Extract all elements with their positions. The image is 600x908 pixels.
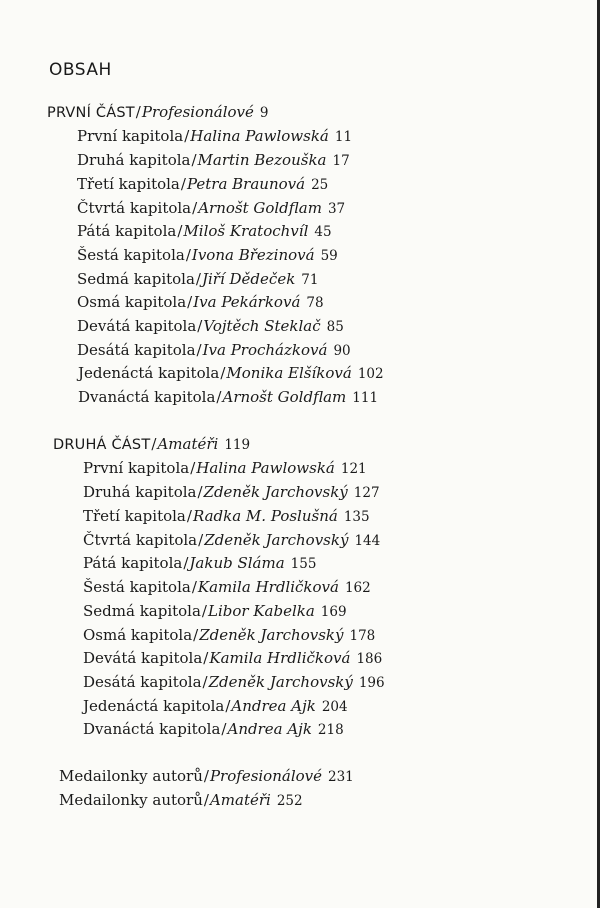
chapter-page: 186	[356, 651, 383, 667]
part-page: 119	[224, 437, 251, 453]
chapter-label: Osmá kapitola	[77, 293, 187, 311]
chapter-author: Zdeněk Jarchovský	[199, 626, 344, 644]
chapter-label: Druhá kapitola	[83, 483, 197, 501]
chapter-author: Arnošt Goldflam	[198, 199, 322, 217]
toc-entry: Třetí kapitola/Petra Braunová 25	[77, 175, 329, 193]
chapter-author: Libor Kabelka	[207, 602, 315, 620]
chapter-author: Jiří Dědeček	[201, 270, 296, 288]
chapter-page: 144	[354, 533, 381, 549]
toc-entry: Sedmá kapitola/Jiří Dědeček 71	[77, 270, 319, 288]
chapter-author: Vojtěch Steklač	[203, 317, 321, 335]
toc-entry: Devátá kapitola/Kamila Hrdličková 186	[83, 649, 383, 667]
chapter-label: Osmá kapitola	[83, 626, 193, 644]
chapter-label: Třetí kapitola	[83, 507, 186, 525]
chapter-author: Petra Braunová	[186, 175, 306, 193]
appendix-page: 252	[276, 793, 303, 809]
appendix-label: Medailonky autorů	[59, 767, 203, 785]
chapter-author: Iva Pekárková	[193, 293, 301, 311]
chapter-label: Dvanáctá kapitola	[78, 388, 216, 406]
chapter-author: Arnošt Goldflam	[222, 388, 347, 406]
toc-entry: Devátá kapitola/Vojtěch Steklač 85	[77, 317, 344, 335]
toc-entry: Osmá kapitola/Zdeněk Jarchovský 178	[83, 626, 376, 644]
chapter-label: První kapitola	[77, 127, 184, 145]
chapter-page: 196	[358, 675, 385, 691]
toc-entry: Druhá kapitola/Zdeněk Jarchovský 127	[83, 483, 380, 501]
chapter-page: 135	[343, 509, 370, 525]
chapter-page: 121	[340, 461, 367, 477]
toc-entry: Jedenáctá kapitola/Monika Elšíková 102	[78, 364, 384, 382]
toc-entry: Šestá kapitola/Ivona Březinová 59	[77, 246, 338, 264]
chapter-page: 204	[321, 699, 348, 715]
toc-entry: Třetí kapitola/Radka M. Poslušná 135	[83, 507, 370, 525]
chapter-author: Kamila Hrdličková	[197, 578, 339, 596]
chapter-author: Jakub Sláma	[189, 554, 285, 572]
chapter-label: Třetí kapitola	[77, 175, 180, 193]
chapter-author: Andrea Ajk	[231, 697, 316, 715]
chapter-author: Halina Pawlowská	[196, 459, 335, 477]
toc-entry: Osmá kapitola/Iva Pekárková 78	[77, 293, 324, 311]
chapter-author: Kamila Hrdličková	[209, 649, 351, 667]
chapter-label: Dvanáctá kapitola	[83, 720, 221, 738]
chapter-page: 37	[327, 201, 346, 217]
chapter-label: Čtvrtá kapitola	[77, 199, 192, 217]
chapter-label: Druhá kapitola	[77, 151, 191, 169]
chapter-page: 169	[320, 604, 347, 620]
chapter-page: 178	[349, 628, 376, 644]
chapter-label: Šestá kapitola	[77, 246, 185, 264]
toc-entry: Čtvrtá kapitola/Zdeněk Jarchovský 144	[83, 531, 381, 549]
toc-entry: Druhá kapitola/Martin Bezouška 17	[77, 151, 350, 169]
chapter-label: Šestá kapitola	[83, 578, 191, 596]
toc-entry: Sedmá kapitola/Libor Kabelka 169	[83, 602, 347, 620]
chapter-page: 71	[301, 272, 319, 288]
toc-entry: Desátá kapitola/Zdeněk Jarchovský 196	[83, 673, 385, 691]
chapter-page: 78	[306, 295, 324, 311]
chapter-author: Martin Bezouška	[197, 151, 327, 169]
part-subtitle: Profesionálové	[141, 103, 254, 121]
toc-entry: První kapitola/Halina Pawlowská 11	[77, 127, 353, 145]
chapter-author: Radka M. Poslušná	[192, 507, 338, 525]
toc-entry: Šestá kapitola/Kamila Hrdličková 162	[83, 578, 371, 596]
chapter-label: Jedenáctá kapitola	[83, 697, 225, 715]
part-title: PRVNÍ ČÁST	[47, 105, 135, 121]
chapter-page: 102	[357, 366, 384, 382]
toc-entry: Dvanáctá kapitola/Arnošt Goldflam 111	[78, 388, 379, 406]
chapter-label: Pátá kapitola	[77, 222, 177, 240]
appendix-page: 231	[328, 769, 354, 785]
chapter-page: 17	[332, 153, 350, 169]
chapter-label: Jedenáctá kapitola	[78, 364, 220, 382]
chapter-label: Čtvrtá kapitola	[83, 531, 198, 549]
chapter-page: 11	[334, 129, 353, 145]
toc-entry: Jedenáctá kapitola/Andrea Ajk 204	[83, 697, 348, 715]
chapter-author: Ivona Březinová	[191, 246, 315, 264]
chapter-label: První kapitola	[83, 459, 190, 477]
toc-heading: OBSAH	[49, 60, 112, 80]
chapter-page: 90	[333, 343, 351, 359]
part-title: DRUHÁ ČÁST	[53, 437, 151, 453]
chapter-author: Zdeněk Jarchovský	[208, 673, 353, 691]
toc-entry: První kapitola/Halina Pawlowská 121	[83, 459, 367, 477]
chapter-label: Desátá kapitola	[77, 341, 196, 359]
chapter-author: Zdeněk Jarchovský	[204, 531, 349, 549]
chapter-label: Devátá kapitola	[77, 317, 197, 335]
chapter-page: 162	[344, 580, 371, 596]
chapter-page: 85	[326, 319, 344, 335]
chapter-label: Desátá kapitola	[83, 673, 202, 691]
appendix-subtitle: Profesionálové	[209, 767, 322, 785]
part-two-heading: DRUHÁ ČÁST/Amatéři 119	[53, 435, 251, 453]
chapter-label: Pátá kapitola	[83, 554, 183, 572]
chapter-page: 218	[317, 722, 344, 738]
toc-appendix-entry: Medailonky autorů/Amatéři 252	[59, 791, 303, 809]
chapter-page: 155	[290, 556, 317, 572]
chapter-author: Zdeněk Jarchovský	[203, 483, 348, 501]
appendix-subtitle: Amatéři	[209, 791, 271, 809]
chapter-page: 127	[353, 485, 380, 501]
chapter-page: 45	[314, 224, 332, 240]
toc-entry: Pátá kapitola/Jakub Sláma 155	[83, 554, 317, 572]
part-page: 9	[259, 105, 269, 121]
part-one-heading: PRVNÍ ČÁST/Profesionálové 9	[47, 103, 269, 121]
toc-entry: Čtvrtá kapitola/Arnošt Goldflam 37	[77, 199, 346, 217]
chapter-author: Halina Pawlowská	[190, 127, 329, 145]
chapter-page: 59	[320, 248, 338, 264]
part-subtitle: Amatéři	[157, 435, 219, 453]
chapter-label: Sedmá kapitola	[77, 270, 195, 288]
toc-appendix-entry: Medailonky autorů/Profesionálové 231	[59, 767, 354, 785]
chapter-page: 111	[352, 390, 379, 406]
chapter-author: Iva Procházková	[202, 341, 328, 359]
toc-entry: Desátá kapitola/Iva Procházková 90	[77, 341, 351, 359]
chapter-label: Devátá kapitola	[83, 649, 203, 667]
chapter-page: 25	[311, 177, 329, 193]
chapter-label: Sedmá kapitola	[83, 602, 201, 620]
chapter-author: Monika Elšíková	[226, 364, 352, 382]
toc-entry: Pátá kapitola/Miloš Kratochvíl 45	[77, 222, 332, 240]
chapter-author: Miloš Kratochvíl	[183, 222, 309, 240]
chapter-author: Andrea Ajk	[227, 720, 312, 738]
toc-entry: Dvanáctá kapitola/Andrea Ajk 218	[83, 720, 344, 738]
appendix-label: Medailonky autorů	[59, 791, 203, 809]
